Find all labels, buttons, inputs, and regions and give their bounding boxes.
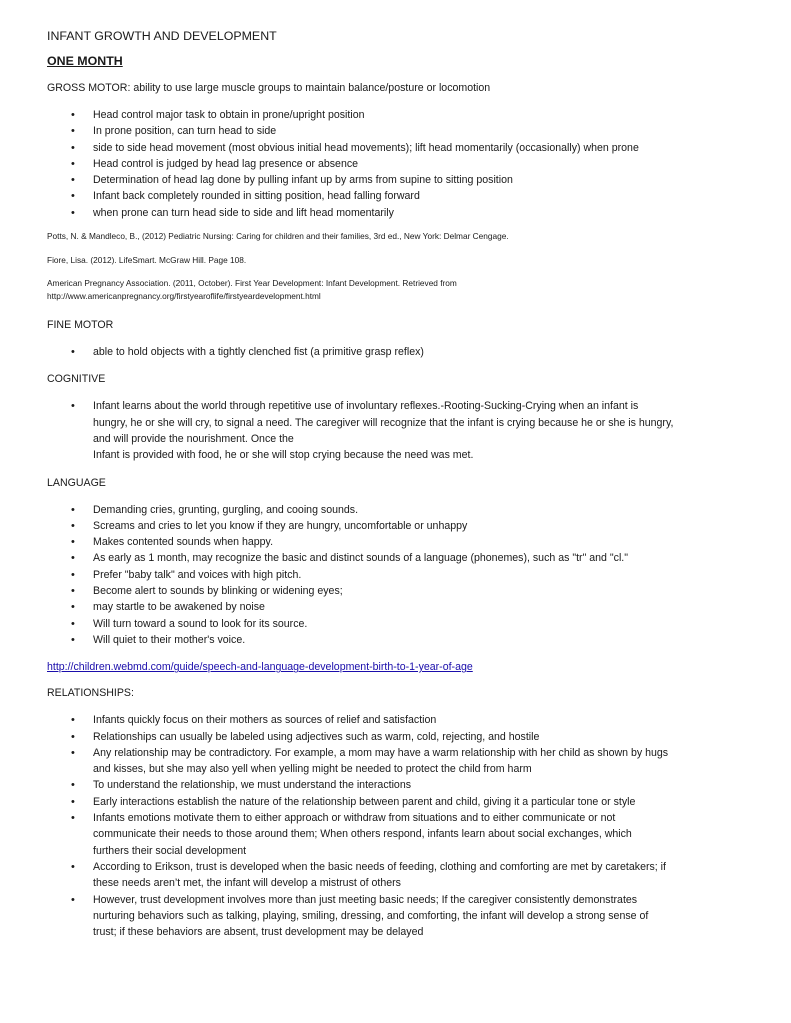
list-item: • Will turn toward a sound to look for its source. xyxy=(47,616,747,632)
list-item: • able to hold objects with a tightly clenched fist (a primitive grasp reflex) xyxy=(47,344,747,360)
list-item: • Makes contented sounds when happy. xyxy=(47,534,747,550)
list-item: • Prefer "baby talk" and voices with high pitch. xyxy=(47,567,747,583)
text-line: • However, trust development involves more than just meeting basic needs; If the caregiver consistently demonstrates xyxy=(93,893,638,906)
list-item: • Head control major task to obtain in prone/upright position xyxy=(47,107,747,123)
text-line: furthers their social development xyxy=(93,844,247,857)
list-item xyxy=(47,398,747,463)
list-item: • may startle to be awakened by noise xyxy=(47,599,747,615)
cognitive-heading: COGNITIVE xyxy=(47,373,106,386)
list-item xyxy=(47,745,747,778)
text-line: • Infants emotions motivate them to either approach or withdraw from situations and to either communicate or not xyxy=(93,812,616,825)
document-page xyxy=(47,27,747,949)
list-item: • In prone position, can turn head to side xyxy=(47,123,747,139)
list-item xyxy=(47,794,747,810)
text-line: • Any relationship may be contradictory. For example, a mom may have a warm relationship with her child as shown by hugs xyxy=(93,746,669,759)
text-line: • To understand the relationship, we must understand the interactions xyxy=(93,779,412,792)
list-item: • Infant back completely rounded in sitting position, head falling forward xyxy=(47,188,747,204)
cognitive-list xyxy=(47,398,747,463)
text-line: and kisses, but she may also yell when yelling might be needed to protect the child from harm xyxy=(93,763,532,776)
list-item: • Become alert to sounds by blinking or widening eyes; xyxy=(47,583,747,599)
text-line: • Early interactions establish the nature of the relationship between parent and child, giving it a particular tone or style xyxy=(93,795,636,808)
list-item: • As early as 1 month, may recognize the basic and distinct sounds of a language (phonemes), such as "tr" and "cl." xyxy=(47,550,747,566)
language-list xyxy=(47,502,747,649)
text-line: hungry, he or she will cry, to signal a need. The caregiver will recognize that the infant is crying because he or she is hungry, xyxy=(93,416,674,429)
fine-motor-heading: FINE MOTOR xyxy=(47,319,114,332)
text-line: and will provide the nourishment. Once the xyxy=(93,432,294,445)
list-item xyxy=(47,729,747,745)
list-item: • Screams and cries to let you know if they are hungry, uncomfortable or unhappy xyxy=(47,518,747,534)
reference-apa xyxy=(47,277,747,302)
reference-apa-url: http://www.americanpregnancy.org/firstyearoflife/firstyeardevelopment.html xyxy=(47,290,321,301)
list-item xyxy=(47,810,747,859)
reference-fiore: Fiore, Lisa. (2012). LifeSmart. McGraw Hill. Page 108. xyxy=(47,254,247,265)
text-line: nurturing behaviors such as talking, playing, smiling, dressing, and comforting, the infant will develop a strong sense of xyxy=(93,909,649,922)
text-line: • Infant learns about the world through repetitive use of involuntary reflexes.-Rooting-Sucking-Crying when an infant is xyxy=(93,400,639,413)
reference-apa-line: American Pregnancy Association. (2011, October). First Year Development: Infant Development. Retrieved from xyxy=(47,278,457,289)
list-item xyxy=(47,859,747,892)
text-line: trust; if these behaviors are absent, trust development may be delayed xyxy=(93,926,424,939)
gross-motor-list xyxy=(47,107,747,221)
list-item: • Head control is judged by head lag presence or absence xyxy=(47,156,747,172)
reference-potts: Potts, N. & Mandleco, B., (2012) Pediatric Nursing: Caring for children and their families, 3rd ed., New York: Delmar Cengage. xyxy=(47,231,509,242)
list-item: • when prone can turn head side to side and lift head momentarily xyxy=(47,205,747,221)
fine-motor-list xyxy=(47,344,747,360)
text-line: • According to Erikson, trust is developed when the basic needs of feeding, clothing and comforting are met by caretakers; if xyxy=(93,860,666,873)
list-item xyxy=(47,777,747,793)
list-item: • Demanding cries, grunting, gurgling, and cooing sounds. xyxy=(47,502,747,518)
text-line: communicate their needs to those around them; When others respond, infants learn about social exchanges, which xyxy=(93,828,632,841)
list-item xyxy=(47,892,747,941)
text-line: these needs aren’t met, the infant will develop a mistrust of others xyxy=(93,877,401,890)
list-item: • Will quiet to their mother's voice. xyxy=(47,632,747,648)
text-line: • Infants quickly focus on their mothers as sources of relief and satisfaction xyxy=(93,714,437,727)
text-line: Infant is provided with food, he or she will stop crying because the need was met. xyxy=(93,449,474,462)
language-heading: LANGUAGE xyxy=(47,476,106,489)
gross-motor-heading: GROSS MOTOR: ability to use large muscle groups to maintain balance/posture or locomotion xyxy=(47,82,491,94)
document-title: INFANT GROWTH AND DEVELOPMENT xyxy=(47,29,277,43)
text-line: • Relationships can usually be labeled using adjectives such as warm, cold, rejecting, and hostile xyxy=(93,730,540,743)
relationships-heading: RELATIONSHIPS: xyxy=(47,687,134,700)
list-item xyxy=(47,712,747,728)
month-heading: ONE MONTH xyxy=(47,54,123,68)
webmd-link[interactable]: http://children.webmd.com/guide/speech-and-language-development-birth-to-1-year-of-age xyxy=(47,661,473,674)
relationships-list xyxy=(47,712,747,940)
list-item: • Determination of head lag done by pulling infant up by arms from supine to sitting position xyxy=(47,172,747,188)
list-item: • side to side head movement (most obvious initial head movements); lift head momentarily (occasionally) when prone xyxy=(47,140,747,156)
